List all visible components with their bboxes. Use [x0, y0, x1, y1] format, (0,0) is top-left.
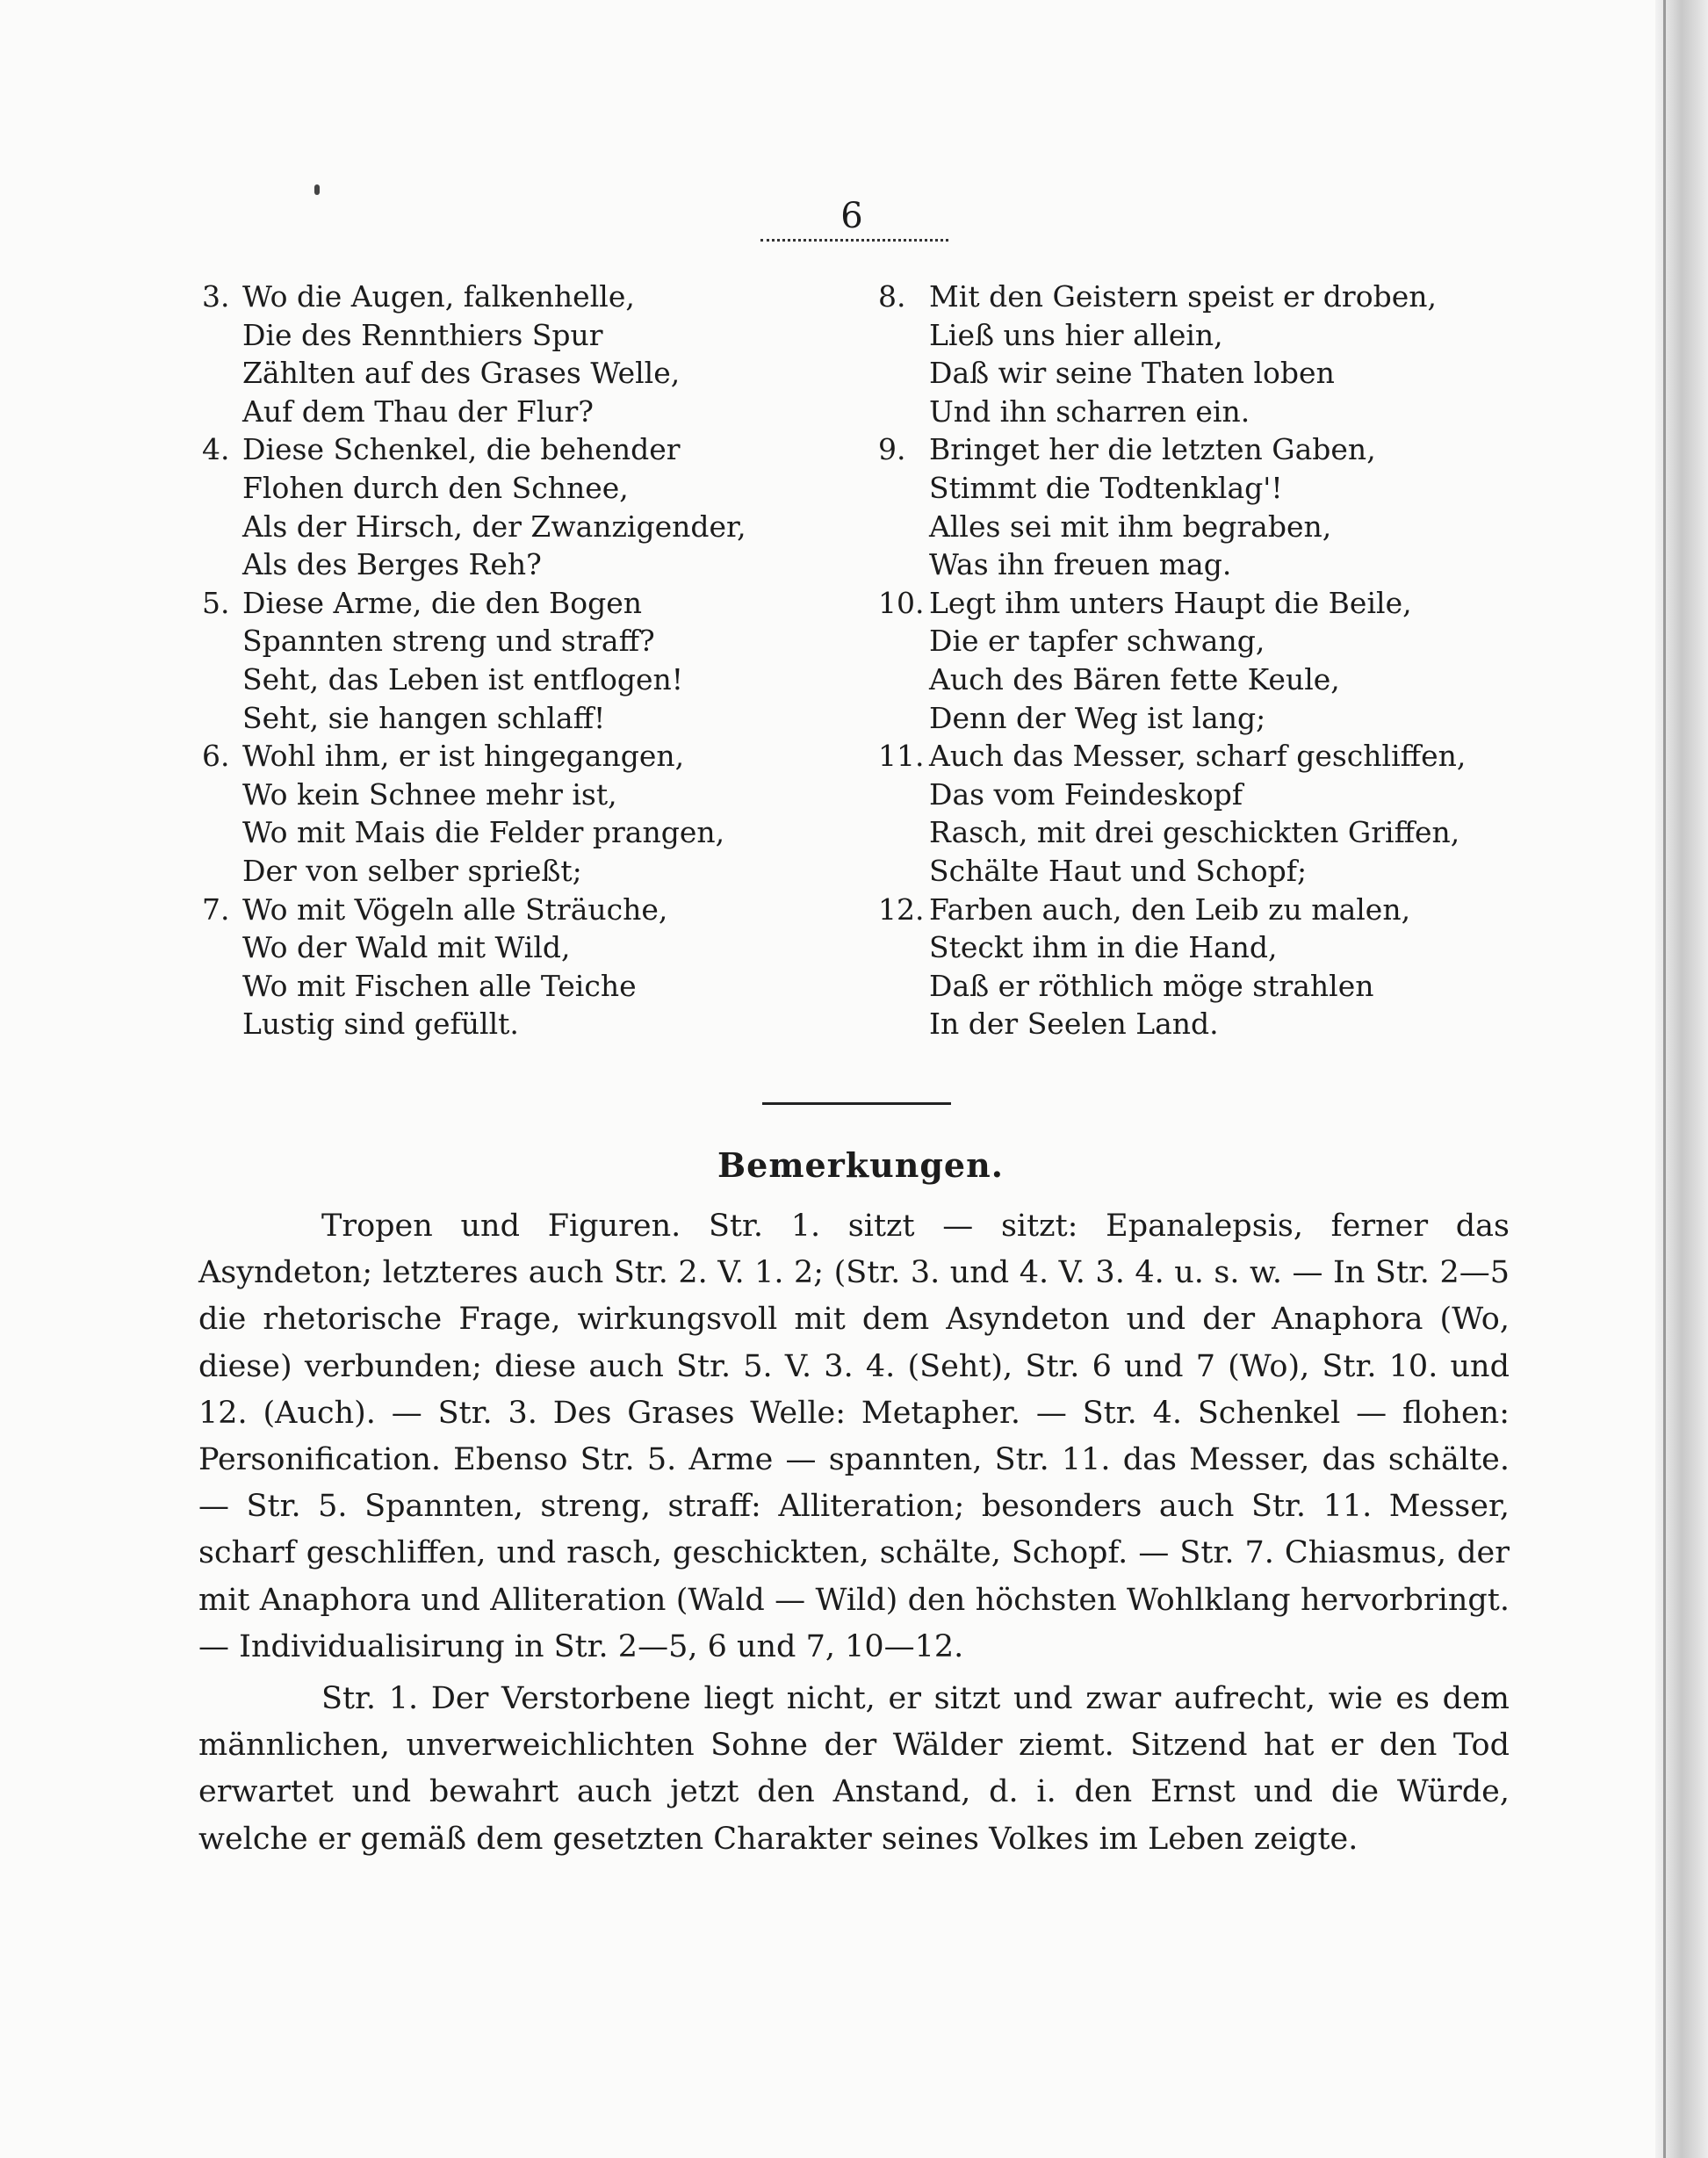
- verse-line: [878, 852, 1466, 891]
- dotted-rule: [760, 239, 948, 242]
- stanza-9: [878, 430, 1466, 583]
- verse-line: [878, 1005, 1466, 1043]
- verse-text: Als der Hirsch, der Zwanzigender,: [242, 509, 746, 544]
- verse-text: Diese Schenkel, die behender: [242, 432, 681, 467]
- verse-line: [202, 891, 746, 929]
- verse-line: [202, 776, 746, 814]
- verse-line: [878, 316, 1466, 355]
- verse-text: Farben auch, den Leib zu malen,: [929, 891, 1411, 927]
- ink-speck: [314, 184, 320, 195]
- verse-line: [202, 354, 746, 393]
- poem-right-column: [878, 278, 1466, 1043]
- verse-text: Daß wir seine Thaten loben: [929, 356, 1335, 391]
- verse-text: Spannten streng und straff?: [242, 624, 655, 659]
- verse-text: Lustig sind gefüllt.: [242, 1007, 519, 1042]
- stanza-number: 4.: [202, 432, 230, 467]
- verse-line: [878, 813, 1466, 852]
- verse-text: Rasch, mit drei geschickten Griffen,: [929, 815, 1460, 850]
- verse-line: [202, 813, 746, 852]
- verse-text: Wo mit Vögeln alle Sträuche,: [242, 891, 668, 927]
- verse-line: [202, 584, 746, 623]
- verse-text: Daß er röthlich möge strahlen: [929, 968, 1374, 1003]
- verse-line: [202, 852, 746, 891]
- verse-text: Legt ihm unters Haupt die Beile,: [929, 585, 1412, 620]
- verse-line: [878, 660, 1466, 699]
- verse-line: [202, 545, 746, 584]
- page-number: 6: [840, 196, 863, 236]
- verse-text: Auch des Bären fette Keule,: [929, 661, 1340, 696]
- verse-text: Wo mit Mais die Felder prangen,: [242, 815, 725, 850]
- verse-text: Auch das Messer, scharf geschliffen,: [929, 739, 1467, 774]
- verse-line: [202, 928, 746, 967]
- verse-text: Auf dem Thau der Flur?: [242, 393, 594, 429]
- stanza-number: 8.: [878, 279, 906, 314]
- verse-line: [202, 1005, 746, 1043]
- stanza-5: [202, 584, 746, 737]
- verse-text: Schälte Haut und Schopf;: [929, 853, 1308, 888]
- verse-text: Bringet her die letzten Gaben,: [929, 432, 1376, 467]
- verse-line: [878, 278, 1466, 316]
- verse-line: [878, 776, 1466, 814]
- verse-text: Als des Berges Reh?: [242, 547, 542, 582]
- verse-text: Wo die Augen, falkenhelle,: [242, 279, 635, 314]
- verse-text: Ließ uns hier allein,: [929, 317, 1223, 352]
- stanza-4: [202, 430, 746, 583]
- verse-text: Mit den Geistern speist er droben,: [929, 279, 1437, 314]
- verse-line: [878, 584, 1466, 623]
- verse-line: [878, 891, 1466, 929]
- verse-line: [878, 737, 1466, 776]
- stanza-number: 5.: [202, 585, 230, 620]
- verse-line: [878, 354, 1466, 393]
- verse-line: [202, 660, 746, 699]
- verse-line: [878, 508, 1466, 546]
- stanza-7: [202, 891, 746, 1043]
- stanza-12: [878, 891, 1466, 1043]
- stanza-10: [878, 584, 1466, 737]
- verse-line: [202, 699, 746, 738]
- verse-line: [202, 316, 746, 355]
- section-divider: [762, 1102, 951, 1105]
- verse-text: Wo mit Fischen alle Teiche: [242, 968, 637, 1003]
- stanza-3: [202, 278, 746, 430]
- section-heading: Bemerkungen.: [717, 1145, 1004, 1185]
- verse-text: Und ihn scharren ein.: [929, 393, 1250, 429]
- paragraph: Tropen und Figuren. Str. 1. sitzt — sitzt: Epanalepsis, ferner das Asyndeton; letzteres auch Str. 2. V. 1. 2; (Str. 3. und 4. V. 3. 4. u. s. w. — In Str. 2—5 die rhetorische Frage, wirkungsvoll mit dem Asyndeton und der Anaphora (Wo, diese) verbunden; diese auch Str. 5. V. 3. 4. (Seht), Str. 6 und 7 (Wo), Str. 10. und 12. (Auch). — Str. 3. Des Grases Welle: Metapher. — Str. 4. Schenkel — flohen: Personification. Ebenso Str. 5. Arme — spannten, Str. 11. das Messer, das schälte. — Str. 5. Spannten, streng, straff: Alliteration; besonders auch Str. 11. Messer, scharf geschliffen, und rasch, geschickten, schälte, Schopf. — Str. 7. Chiasmus, der mit Anaphora und Alliteration (Wald — Wild) den höchsten Wohlklang hervorbringt. — Individualisirung in Str. 2—5, 6 und 7, 10—12.: [198, 1209, 1510, 1664]
- stanza-number: 11.: [878, 739, 925, 774]
- stanza-number: 9.: [878, 432, 906, 467]
- page-edge-line: [1663, 0, 1666, 2158]
- stanza-number: 10.: [878, 585, 925, 620]
- verse-text: Steckt ihm in die Hand,: [929, 930, 1278, 965]
- verse-text: Die des Rennthiers Spur: [242, 317, 603, 352]
- verse-text: Seht, sie hangen schlaff!: [242, 700, 606, 735]
- verse-text: Der von selber sprießt;: [242, 853, 582, 888]
- verse-line: [202, 737, 746, 776]
- verse-line: [878, 545, 1466, 584]
- verse-text: Flohen durch den Schnee,: [242, 470, 629, 505]
- verse-text: Alles sei mit ihm begraben,: [929, 509, 1332, 544]
- verse-line: [878, 430, 1466, 469]
- verse-line: [878, 469, 1466, 508]
- verse-text: Die er tapfer schwang,: [929, 624, 1265, 659]
- verse-line: [202, 469, 746, 508]
- verse-text: Zählten auf des Grases Welle,: [242, 356, 681, 391]
- stanza-6: [202, 737, 746, 890]
- stanza-number: 3.: [202, 279, 230, 314]
- verse-text: Denn der Weg ist lang;: [929, 700, 1266, 735]
- verse-text: Was ihn freuen mag.: [929, 547, 1232, 582]
- verse-line: [202, 393, 746, 431]
- verse-line: [202, 967, 746, 1006]
- stanza-number: 12.: [878, 891, 925, 927]
- verse-text: Diese Arme, die den Bogen: [242, 585, 643, 620]
- stanza-number: 7.: [202, 891, 230, 927]
- stanza-number: 6.: [202, 739, 230, 774]
- verse-text: Wo der Wald mit Wild,: [242, 930, 571, 965]
- paragraph: Str. 1. Der Verstorbene liegt nicht, er sitzt und zwar aufrecht, wie es dem männlichen, unverweichlichten Sohne der Wälder ziemt. Sitzend hat er den Tod erwartet und bewahrt auch jetzt den Anstand, d. i. den Ernst und die Würde, welche er gemäß dem gesetzten Charakter seines Volkes im Leben zeigte.: [198, 1681, 1510, 1857]
- verse-line: [878, 967, 1466, 1006]
- verse-line: [878, 699, 1466, 738]
- verse-line: [878, 393, 1466, 431]
- commentary-text: [198, 1203, 1510, 1863]
- verse-line: [878, 928, 1466, 967]
- verse-text: Wohl ihm, er ist hingegangen,: [242, 739, 685, 774]
- stanza-8: [878, 278, 1466, 430]
- verse-line: [202, 508, 746, 546]
- poem-left-column: [202, 278, 746, 1043]
- verse-text: Das vom Feindeskopf: [929, 776, 1243, 812]
- verse-text: Seht, das Leben ist entflogen!: [242, 661, 684, 696]
- verse-text: Wo kein Schnee mehr ist,: [242, 776, 617, 812]
- stanza-11: [878, 737, 1466, 890]
- verse-line: [202, 278, 746, 316]
- verse-line: [202, 430, 746, 469]
- verse-line: [202, 622, 746, 660]
- verse-line: [878, 622, 1466, 660]
- verse-text: Stimmt die Todtenklag'!: [929, 470, 1283, 505]
- verse-text: In der Seelen Land.: [929, 1007, 1219, 1042]
